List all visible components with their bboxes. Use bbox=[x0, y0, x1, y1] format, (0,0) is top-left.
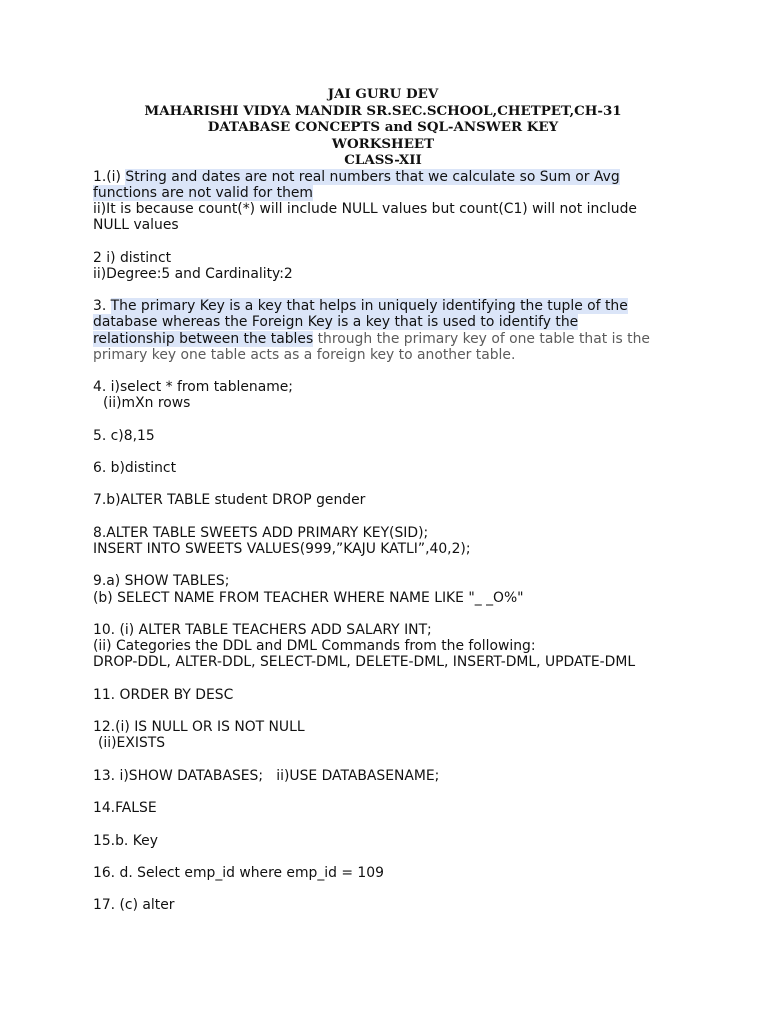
answer-5: 5. c)8,15 bbox=[93, 427, 155, 444]
answer-3-line-2 bbox=[93, 314, 693, 330]
answer-10-ii: (ii) Categories the DDL and DML Commands from the following: bbox=[93, 638, 536, 655]
answer-7: 7.b)ALTER TABLE student DROP gender bbox=[93, 492, 366, 509]
answer-1-ii-line-2: NULL values bbox=[93, 217, 179, 234]
class-label: CLASS-XII bbox=[344, 152, 422, 168]
answer-1-ii-line-1: ii)It is because count(*) will include NULL values but count(C1) will not include bbox=[93, 200, 637, 217]
answer-12-ii: (ii)EXISTS bbox=[98, 735, 166, 752]
header-line-1: JAI GURU DEV bbox=[327, 86, 439, 102]
document-content bbox=[93, 86, 693, 914]
answer-4-ii: (ii)mXn rows bbox=[103, 395, 191, 412]
answer-3-grey-1: through the primary key of one table that is the bbox=[313, 330, 650, 347]
answer-3-highlight-1: The primary Key is a key that helps in uniquely identifying the tuple of the bbox=[110, 298, 628, 315]
answer-1-line-1 bbox=[93, 169, 693, 185]
answer-17: 17. (c) alter bbox=[93, 897, 175, 914]
answer-1-line-2 bbox=[93, 185, 693, 201]
answer-14: 14.FALSE bbox=[93, 800, 157, 817]
answer-8-line-1: 8.ALTER TABLE SWEETS ADD PRIMARY KEY(SID); bbox=[93, 524, 429, 541]
answer-12-i: 12.(i) IS NULL OR IS NOT NULL bbox=[93, 719, 305, 736]
answer-3-highlight-3: relationship between the tables bbox=[93, 330, 314, 347]
answer-9-b: (b) SELECT NAME FROM TEACHER WHERE NAME LIKE "_ _O%" bbox=[93, 589, 524, 606]
answer-6: 6. b)distinct bbox=[93, 460, 177, 477]
answer-10-list: DROP-DDL, ALTER-DDL, SELECT-DML, DELETE-DML, INSERT-DML, UPDATE-DML bbox=[93, 654, 636, 671]
answer-16: 16. d. Select emp_id where emp_id = 109 bbox=[93, 865, 384, 881]
answer-9-a: 9.a) SHOW TABLES; bbox=[93, 573, 230, 590]
document-title: DATABASE CONCEPTS and SQL-ANSWER KEY bbox=[207, 119, 559, 135]
answer-8-line-2: INSERT INTO SWEETS VALUES(999,”KAJU KATLI”,40,2); bbox=[93, 541, 471, 558]
answer-2-ii: ii)Degree:5 and Cardinality:2 bbox=[93, 265, 293, 282]
answer-3-line-3 bbox=[93, 331, 693, 347]
answer-1-prefix: 1.(i) bbox=[93, 168, 126, 185]
worksheet-label: WORKSHEET bbox=[331, 135, 435, 152]
answer-11: 11. ORDER BY DESC bbox=[93, 686, 234, 703]
answer-3-highlight-2: database whereas the Foreign Key is a key that is used to identify the bbox=[93, 314, 579, 331]
school-name: MAHARISHI VIDYA MANDIR SR.SEC.SCHOOL,CHETPET,CH-31 bbox=[144, 102, 622, 119]
answer-list bbox=[93, 169, 693, 914]
answer-3-prefix: 3. bbox=[93, 298, 111, 315]
answer-2-i: 2 i) distinct bbox=[93, 249, 172, 266]
answer-1-highlight-1: String and dates are not real numbers that we calculate so Sum or Avg bbox=[125, 168, 620, 185]
answer-4-i: 4. i)select * from tablename; bbox=[93, 379, 293, 396]
answer-3-line-1 bbox=[93, 298, 693, 314]
answer-13: 13. i)SHOW DATABASES; ii)USE DATABASENAME; bbox=[93, 767, 440, 784]
answer-1-highlight-2: functions are not valid for them bbox=[93, 184, 313, 201]
document-header bbox=[93, 86, 673, 169]
answer-3-line-4: primary key one table acts as a foreign key to another table. bbox=[93, 346, 516, 363]
answer-10-i: 10. (i) ALTER TABLE TEACHERS ADD SALARY INT; bbox=[93, 622, 432, 639]
answer-15: 15.b. Key bbox=[93, 832, 158, 849]
